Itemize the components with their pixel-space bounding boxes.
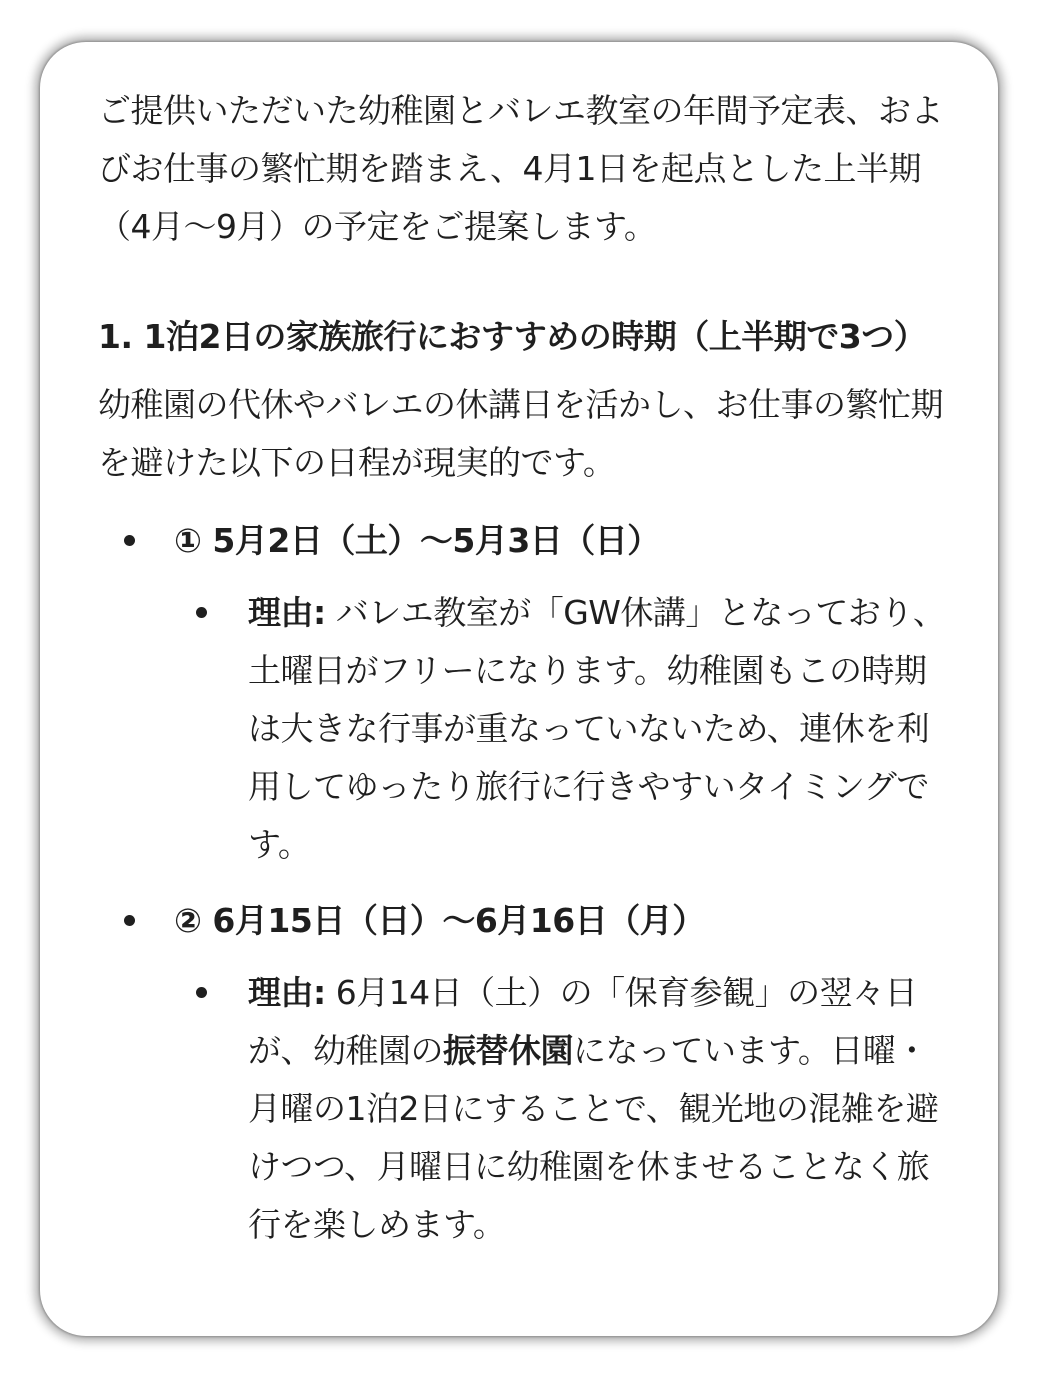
intro-paragraph: ご提供いただいた幼稚園とバレエ教室の年間予定表、およびお仕事の繁忙期を踏まえ、4月1日を起点とした上半期（4月〜9月）の予定をご提案します。 xyxy=(98,91,943,246)
reason-emphasis: 振替休園 xyxy=(443,1031,573,1070)
list-item xyxy=(98,512,948,570)
item-title: ② 6月15日（日）〜6月16日（月） xyxy=(174,901,705,940)
reason-text-continued: になっています。日曜・月曜の1泊2日にすることで、観光地の混雑を避けつつ、月曜日に幼稚園を休ませることなく旅行を楽しめます。 xyxy=(248,1031,939,1244)
reason-label: 理由: xyxy=(248,593,326,632)
response-card xyxy=(40,42,998,1336)
bullet-icon xyxy=(196,607,207,618)
bullet-icon xyxy=(124,915,135,926)
bullet-icon xyxy=(124,535,135,546)
section-lead: 幼稚園の代休やバレエの休講日を活かし、お仕事の繁忙期を避けた以下の日程が現実的です。 xyxy=(98,385,943,482)
response-content xyxy=(98,82,948,1254)
item-title: ① 5月2日（土）〜5月3日（日） xyxy=(174,521,660,560)
list-item-reason xyxy=(98,964,948,1254)
section-heading: 1. 1泊2日の家族旅行におすすめの時期（上半期で3つ） xyxy=(98,317,927,356)
reason-text: 6月14日（土）の「保育参観」の翌々日が、幼稚園の xyxy=(248,973,918,1070)
list-item xyxy=(98,892,948,950)
reason-label: 理由: xyxy=(248,973,326,1012)
bullet-icon xyxy=(196,987,207,998)
list-item-reason xyxy=(98,584,948,874)
reason-text: バレエ教室が「GW休講」となっており、土曜日がフリーになります。幼稚園もこの時期は大きな行事が重なっていないため、連休を利用してゆったり旅行に行きやすいタイミングです。 xyxy=(248,593,946,864)
